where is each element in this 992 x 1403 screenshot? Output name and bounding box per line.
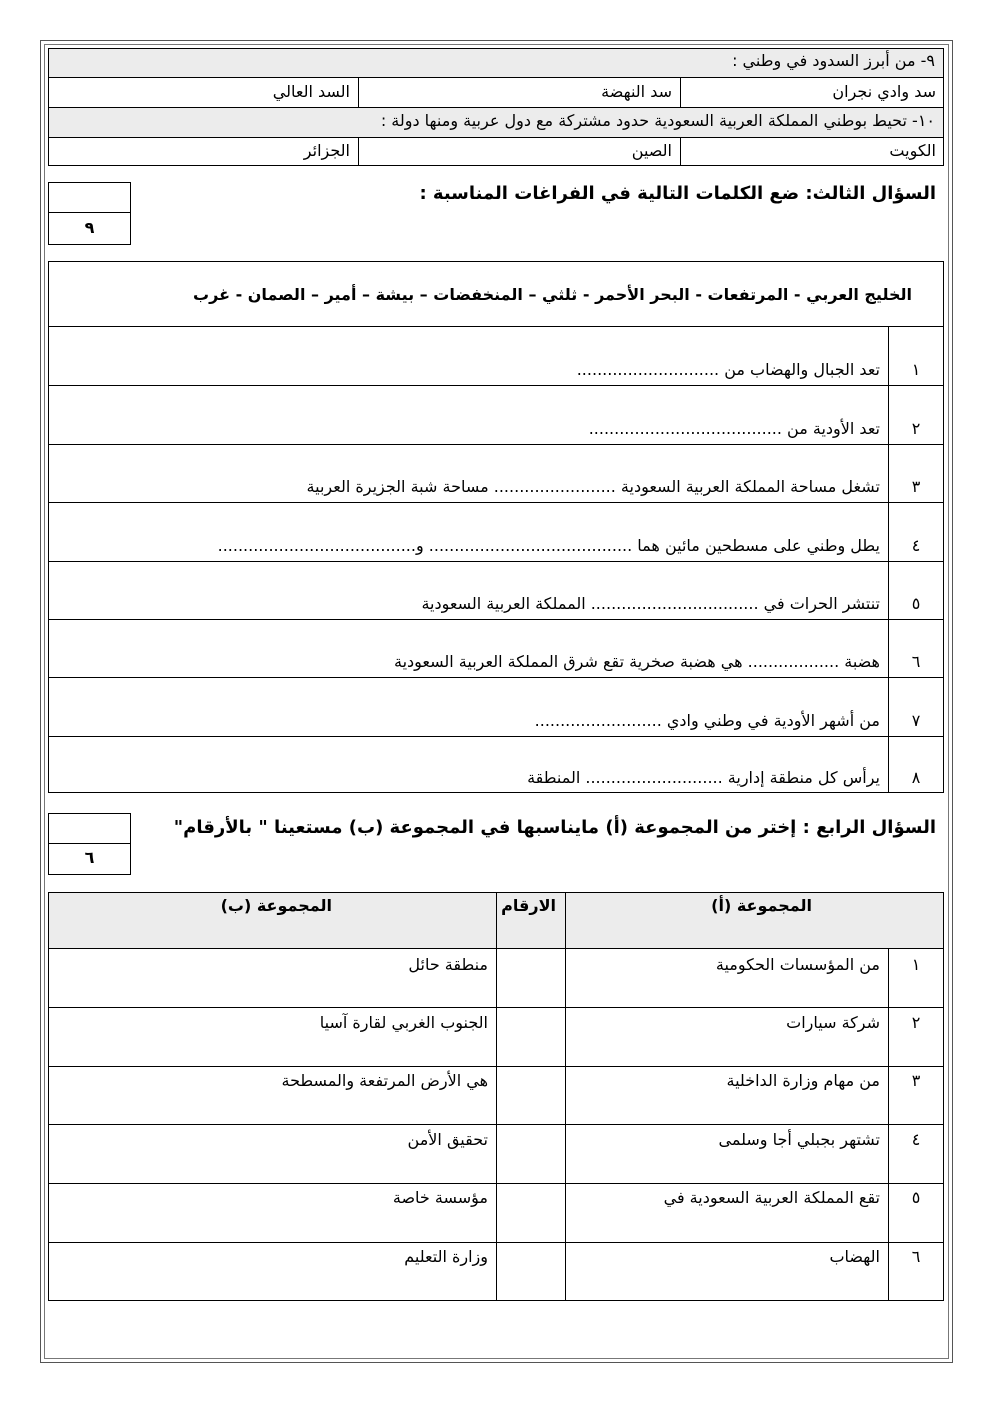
match-row-b: هي الأرض المرتفعة والمسطحة — [281, 1071, 488, 1090]
fill-item-text[interactable]: يطل وطني على مسطحين مائين هما ........................................ و....................................... — [217, 536, 880, 555]
q10-header — [48, 108, 944, 138]
match-row-b: تحقيق الأمن — [407, 1130, 488, 1149]
q10-option-2[interactable]: الصين — [631, 141, 672, 160]
q9-question: ٩- من أبرز السدود في وطني : — [732, 51, 935, 70]
fill-item-num: ٧ — [911, 711, 921, 730]
fill-item-num: ٤ — [911, 536, 921, 555]
match-row-b: الجنوب الغربي لقارة آسيا — [319, 1013, 488, 1032]
match-row-answer[interactable] — [497, 1067, 565, 1123]
section3-score: ٩ — [84, 218, 95, 237]
q10-question: ١٠- تحيط بوطني المملكة العربية السعودية حدود مشتركة مع دول عربية ومنها دولة : — [380, 111, 935, 130]
fill-item-text[interactable]: من أشهر الأودية في وطني وادي ......................... — [534, 711, 880, 730]
match-row-b: وزارة التعليم — [404, 1247, 488, 1266]
section3-title: السؤال الثالث: ضع الكلمات التالية في الفراغات المناسبة : — [419, 183, 936, 204]
fill-item-num: ٥ — [911, 594, 921, 613]
match-row-num: ٢ — [911, 1013, 921, 1032]
match-row-num: ١ — [911, 955, 921, 974]
q9-options-row — [48, 78, 944, 108]
match-row-b: مؤسسة خاصة — [392, 1188, 488, 1207]
match-row-answer[interactable] — [497, 1184, 565, 1241]
match-row-num: ٣ — [911, 1071, 921, 1090]
fill-item-num: ٨ — [911, 768, 921, 787]
match-row-a: تقع المملكة العربية السعودية في — [663, 1188, 880, 1207]
match-row-answer[interactable] — [497, 1125, 565, 1182]
match-row-answer[interactable] — [497, 1008, 565, 1065]
fill-item-num: ٦ — [911, 652, 921, 671]
header-numbers: الارقام — [501, 896, 556, 915]
match-row-num: ٤ — [911, 1130, 921, 1149]
fill-item-num: ٣ — [911, 477, 921, 496]
fill-item-text[interactable]: يرأس كل منطقة إدارية ........................... المنطقة — [527, 768, 880, 787]
fill-item-text[interactable]: تنتشر الحرات في ................................. المملكة العربية السعودية — [421, 594, 880, 613]
fill-item-text[interactable]: هضبة .................. هي هضبة صخرية تقع شرق المملكة العربية السعودية — [393, 652, 880, 671]
q9-option-2[interactable]: سد النهضة — [601, 82, 672, 101]
header-group-a: المجموعة (أ) — [711, 896, 812, 915]
q10-option-1[interactable]: الكويت — [889, 141, 936, 160]
match-row-a: تشتهر بجبلي أجا وسلمى — [718, 1130, 880, 1149]
header-group-b: المجموعة (ب) — [220, 896, 332, 915]
match-row-answer[interactable] — [497, 1243, 565, 1300]
fill-item-num: ٢ — [911, 419, 921, 438]
match-row-a: شركة سيارات — [786, 1013, 880, 1032]
match-row-answer[interactable] — [497, 950, 565, 1006]
match-row-a: من المؤسسات الحكومية — [715, 955, 880, 974]
match-row-b: منطقة حائل — [408, 955, 488, 974]
match-row-num: ٥ — [911, 1188, 921, 1207]
fill-item-text[interactable]: تشغل مساحة المملكة العربية السعودية ........................ مساحة شبة الجزيرة العربية — [306, 477, 880, 496]
q9-header — [48, 48, 944, 78]
match-row-num: ٦ — [911, 1247, 921, 1266]
q10-option-3[interactable]: الجزائر — [303, 141, 350, 160]
match-row-a: الهضاب — [829, 1247, 880, 1266]
section4-score: ٦ — [84, 848, 95, 867]
q9-option-1[interactable]: سد وادي نجران — [832, 82, 936, 101]
word-bank: الخليج العربي - المرتفعات - البحر الأحمر - ثلثي – المنخفضات – بيشة – أمير – الصمان - غرب — [193, 285, 912, 304]
match-row-a: من مهام وزارة الداخلية — [726, 1071, 880, 1090]
q10-options-row — [48, 138, 944, 166]
fill-item-num: ١ — [911, 360, 921, 379]
q9-option-3[interactable]: السد العالي — [272, 82, 350, 101]
section4-title: السؤال الرابع : إختر من المجموعة (أ) مايناسبها في المجموعة (ب) مستعينا " بالأرقام" — [173, 817, 936, 838]
fill-item-text[interactable]: تعد الجبال والهضاب من ............................ — [576, 360, 880, 379]
fill-item-text[interactable]: تعد الأودية من ...................................... — [588, 419, 880, 438]
